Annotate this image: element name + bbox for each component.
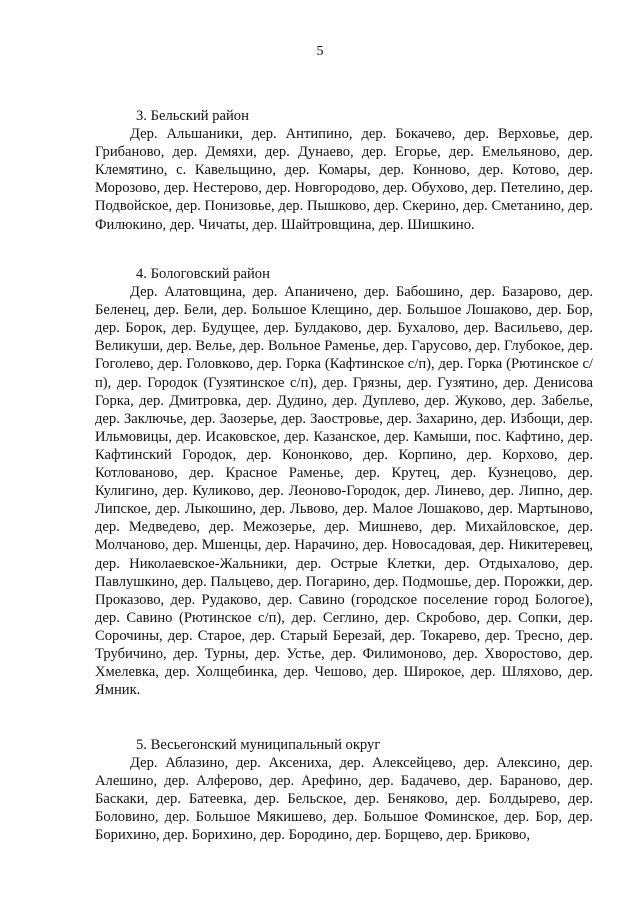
section-belsky [95, 107, 593, 234]
section-text: Дер. Аблазино, дер. Аксениха, дер. Алексейцево, дер. Алексино, дер. Алешино, дер. Алферово, дер. Арефино, дер. Бадачево, дер. Бараново, дер. Баскаки, дер. Батеевка, дер. Бельское, дер. Беняково, дер. Болдырево, дер. Боловино, дер. Большое Мякишево, дер. Большое Фоминское, дер. Бор, дер. Борихино, дер. Борихино, дер. Бородино, дер. Борщево, дер. Бриково, [95, 755, 593, 844]
section-title: 3. Бельский район [136, 108, 249, 124]
section-title: 4. Бологовский район [136, 266, 270, 282]
section-text: Дер. Альшаники, дер. Антипино, дер. Бокачево, дер. Верховье, дер. Грибаново, дер. Демяхи, дер. Дунаево, дер. Егорье, дер. Емельяново, дер. Клемятино, с. Кавельщино, дер. Комары, дер. Конново, дер. Котово, дер. Морозово, дер. Нестерово, дер. Новгородово, дер. Обухово, дер. Петелино, дер. Подвойское, дер. Понизовье, дер. Пышково, дер. Скерино, дер. Сметанино, дер. Филюкино, дер. Чичаты, дер. Шайтровщина, дер. Шишкино. [95, 126, 593, 233]
section-vesyegonsky [95, 736, 593, 845]
page-number: 5 [316, 44, 324, 59]
section-bologovsky [95, 265, 593, 699]
section-title: 5. Весьегонский муниципальный округ [136, 737, 381, 753]
section-text: Дер. Алатовщина, дер. Апаничено, дер. Бабошино, дер. Базарово, дер. Беленец, дер. Бели, дер. Большое Клещино, дер. Большое Лошаково, дер. Бор, дер. Борок, дер. Будущее, дер. Булдаково, дер. Бухалово, дер. Васильево, дер. Великуши, дер. Велье, дер. Вольное Раменье, дер. Гарусово, дер. Глубокое, дер. Гоголево, дер. Головково, дер. Горка (Кафтинское с/п), дер. Горка (Рютинское с/п), дер. Городок (Гузятинское с/п), дер. Грязны, дер. Гузятино, дер. Денисова Горка, дер. Дмитровка, дер. Дудино, дер. Дуплево, дер. Жуково, дер. Забелье, дер. Заключье, дер. Заозерье, дер. Заостровье, дер. Захарино, дер. Избощи, дер. Ильмовицы, дер. Исаковское, дер. Казанское, дер. Камыши, пос. Кафтино, дер. Кафтинский Городок, дер. Кононково, дер. Корпино, дер. Корхово, дер. Котлованово, дер. Красное Раменье, дер. Крутец, дер. Кузнецово, дер. Кулигино, дер. Куликово, дер. Леоново-Городок, дер. Линево, дер. Липно, дер. Липское, дер. Лыкошино, дер. Львово, дер. Малое Лошаково, дер. Мартыново, дер. Медведево, дер. Межозерье, дер. Мишнево, дер. Михайловское, дер. Молчаново, дер. Мшенцы, дер. Нарачино, дер. Новосадовая, дер. Никитеревец, дер. Николаевское-Жальники, дер. Острые Клетки, дер. Отдыхалово, дер. Павлушкино, дер. Пальцево, дер. Погарино, дер. Подмошье, дер. Порожки, дер. Проказово, дер. Рудаково, дер. Савино (городское поселение город Бологое), дер. Савино (Рютинское с/п), дер. Сеглино, дер. Скробово, дер. Сопки, дер. Сорочины, дер. Старое, дер. Старый Березай, дер. Токарево, дер. Тресно, дер. Трубичино, дер. Турны, дер. Устье, дер. Филимоново, дер. Хворостово, дер. Хмелевка, дер. Холщебинка, дер. Чешово, дер. Широкое, дер. Шляхово, дер. Ямник. [95, 284, 593, 699]
